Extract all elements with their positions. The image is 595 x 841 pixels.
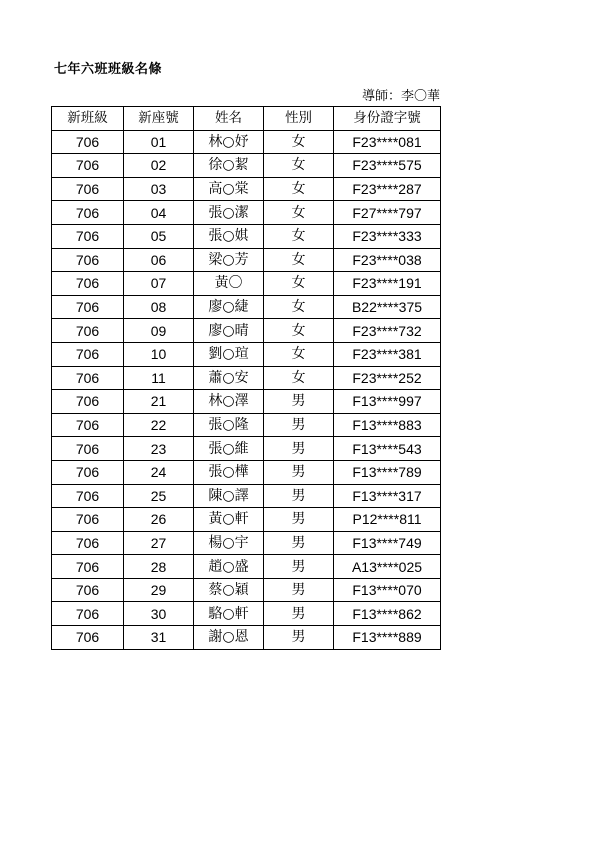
cell-name: 高○棠 <box>194 177 264 201</box>
cell-class: 706 <box>52 224 124 248</box>
table-row <box>52 555 441 579</box>
cell-id-number: F23****575 <box>334 154 441 178</box>
cell-name: 陳○譯 <box>194 484 264 508</box>
cell-gender: 男 <box>264 555 334 579</box>
document-title: 七年六班班級名條 <box>54 62 163 77</box>
cell-id-number: F23****081 <box>334 130 441 154</box>
cell-gender: 男 <box>264 390 334 414</box>
cell-class: 706 <box>52 460 124 484</box>
cell-name: 林○澤 <box>194 390 264 414</box>
table-row <box>52 342 441 366</box>
cell-name: 張○樺 <box>194 460 264 484</box>
cell-gender: 女 <box>264 248 334 272</box>
cell-seat: 29 <box>124 578 194 602</box>
cell-class: 706 <box>52 366 124 390</box>
cell-id-number: F23****381 <box>334 342 441 366</box>
cell-gender: 男 <box>264 460 334 484</box>
cell-gender: 女 <box>264 342 334 366</box>
teacher-label: 導師：李〇華 <box>361 89 440 104</box>
cell-name: 張○隆 <box>194 413 264 437</box>
table-row <box>52 272 441 296</box>
cell-class: 706 <box>52 437 124 461</box>
cell-gender: 男 <box>264 484 334 508</box>
cell-name: 蕭○安 <box>194 366 264 390</box>
cell-gender: 男 <box>264 578 334 602</box>
table-row <box>52 130 441 154</box>
header-new-class: 新班級 <box>52 107 124 131</box>
cell-gender: 女 <box>264 295 334 319</box>
cell-gender: 男 <box>264 602 334 626</box>
header-id-number: 身份證字號 <box>334 107 441 131</box>
cell-seat: 22 <box>124 413 194 437</box>
cell-name: 廖○晴 <box>194 319 264 343</box>
cell-class: 706 <box>52 602 124 626</box>
cell-seat: 08 <box>124 295 194 319</box>
cell-id-number: F13****889 <box>334 626 441 650</box>
cell-name: 徐○絜 <box>194 154 264 178</box>
cell-class: 706 <box>52 578 124 602</box>
cell-class: 706 <box>52 555 124 579</box>
cell-id-number: F13****543 <box>334 437 441 461</box>
cell-gender: 男 <box>264 626 334 650</box>
cell-gender: 女 <box>264 319 334 343</box>
cell-name: 楊○宇 <box>194 531 264 555</box>
table-row <box>52 437 441 461</box>
cell-gender: 男 <box>264 531 334 555</box>
cell-id-number: F23****732 <box>334 319 441 343</box>
cell-name: 劉○瑄 <box>194 342 264 366</box>
cell-id-number: F27****797 <box>334 201 441 225</box>
cell-class: 706 <box>52 177 124 201</box>
cell-id-number: P12****811 <box>334 508 441 532</box>
cell-class: 706 <box>52 484 124 508</box>
cell-id-number: F13****789 <box>334 460 441 484</box>
cell-seat: 31 <box>124 626 194 650</box>
table-header-row <box>52 107 441 131</box>
cell-gender: 女 <box>264 154 334 178</box>
table-row <box>52 154 441 178</box>
cell-id-number: F13****997 <box>334 390 441 414</box>
table-row <box>52 508 441 532</box>
cell-gender: 男 <box>264 437 334 461</box>
table-row <box>52 602 441 626</box>
class-roster-table <box>51 106 441 650</box>
cell-seat: 11 <box>124 366 194 390</box>
cell-seat: 01 <box>124 130 194 154</box>
cell-id-number: A13****025 <box>334 555 441 579</box>
header-name: 姓名 <box>194 107 264 131</box>
cell-gender: 女 <box>264 224 334 248</box>
cell-seat: 09 <box>124 319 194 343</box>
table-row <box>52 295 441 319</box>
header-new-seat: 新座號 <box>124 107 194 131</box>
cell-name: 林○妤 <box>194 130 264 154</box>
cell-seat: 28 <box>124 555 194 579</box>
cell-seat: 04 <box>124 201 194 225</box>
cell-gender: 女 <box>264 366 334 390</box>
cell-id-number: F13****862 <box>334 602 441 626</box>
cell-id-number: F13****883 <box>334 413 441 437</box>
cell-class: 706 <box>52 272 124 296</box>
table-row <box>52 484 441 508</box>
cell-class: 706 <box>52 531 124 555</box>
cell-name: 趙○盛 <box>194 555 264 579</box>
cell-gender: 男 <box>264 413 334 437</box>
cell-name: 謝○恩 <box>194 626 264 650</box>
cell-seat: 26 <box>124 508 194 532</box>
cell-id-number: F23****252 <box>334 366 441 390</box>
cell-class: 706 <box>52 201 124 225</box>
cell-seat: 03 <box>124 177 194 201</box>
cell-id-number: B22****375 <box>334 295 441 319</box>
cell-name: 黃〇 <box>194 272 264 296</box>
table-row <box>52 201 441 225</box>
cell-seat: 21 <box>124 390 194 414</box>
table-row <box>52 319 441 343</box>
cell-id-number: F23****333 <box>334 224 441 248</box>
table-row <box>52 366 441 390</box>
cell-id-number: F13****317 <box>334 484 441 508</box>
table-row <box>52 531 441 555</box>
table-body <box>52 130 441 649</box>
cell-name: 廖○緁 <box>194 295 264 319</box>
cell-class: 706 <box>52 626 124 650</box>
cell-class: 706 <box>52 130 124 154</box>
cell-gender: 女 <box>264 201 334 225</box>
cell-class: 706 <box>52 248 124 272</box>
cell-id-number: F23****038 <box>334 248 441 272</box>
table-row <box>52 390 441 414</box>
cell-id-number: F23****287 <box>334 177 441 201</box>
cell-class: 706 <box>52 319 124 343</box>
cell-gender: 女 <box>264 130 334 154</box>
cell-seat: 07 <box>124 272 194 296</box>
cell-seat: 30 <box>124 602 194 626</box>
cell-class: 706 <box>52 342 124 366</box>
cell-seat: 24 <box>124 460 194 484</box>
cell-class: 706 <box>52 154 124 178</box>
cell-seat: 23 <box>124 437 194 461</box>
cell-seat: 10 <box>124 342 194 366</box>
cell-seat: 06 <box>124 248 194 272</box>
table-row <box>52 578 441 602</box>
table-row <box>52 177 441 201</box>
table-row <box>52 460 441 484</box>
cell-class: 706 <box>52 508 124 532</box>
table-row <box>52 224 441 248</box>
cell-name: 駱○軒 <box>194 602 264 626</box>
cell-name: 蔡○穎 <box>194 578 264 602</box>
cell-name: 張○維 <box>194 437 264 461</box>
cell-seat: 02 <box>124 154 194 178</box>
cell-gender: 女 <box>264 177 334 201</box>
cell-name: 梁○芳 <box>194 248 264 272</box>
cell-name: 張○娸 <box>194 224 264 248</box>
cell-name: 張○潔 <box>194 201 264 225</box>
cell-gender: 女 <box>264 272 334 296</box>
cell-class: 706 <box>52 390 124 414</box>
cell-name: 黃○軒 <box>194 508 264 532</box>
cell-class: 706 <box>52 295 124 319</box>
cell-id-number: F13****749 <box>334 531 441 555</box>
cell-id-number: F13****070 <box>334 578 441 602</box>
cell-class: 706 <box>52 413 124 437</box>
header-gender: 性別 <box>264 107 334 131</box>
cell-seat: 05 <box>124 224 194 248</box>
cell-seat: 25 <box>124 484 194 508</box>
cell-gender: 男 <box>264 508 334 532</box>
cell-seat: 27 <box>124 531 194 555</box>
table-row <box>52 413 441 437</box>
cell-id-number: F23****191 <box>334 272 441 296</box>
table-row <box>52 248 441 272</box>
table-row <box>52 626 441 650</box>
